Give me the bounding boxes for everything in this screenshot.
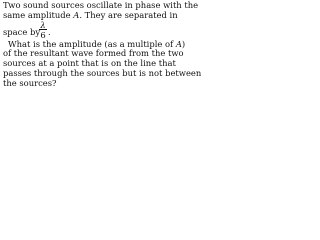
question-line-8: the sources? [3, 77, 57, 88]
separation-fraction [39, 21, 47, 39]
question-line-4-tail: ) [181, 38, 186, 49]
question-line-6: sources at a point that is on the line that [3, 58, 176, 69]
fraction-denominator: 6 [40, 29, 46, 40]
question-line-7: passes through the sources but is not between [3, 67, 202, 78]
question-line-3-period: . [48, 26, 51, 37]
fraction-numerator: λ [40, 19, 46, 30]
amplitude-variable: A [73, 9, 80, 20]
question-line-2 [3, 11, 199, 21]
question-line-2-tail: . They are separated in [79, 9, 178, 20]
question-line-3 [3, 21, 199, 40]
question-line-5: of the resultant wave formed from the two [3, 48, 184, 59]
question-text [3, 0, 202, 89]
question-line-3-text: space by [3, 26, 41, 37]
amplitude-variable-2: A [175, 38, 182, 49]
question-line-1-text: Two sound sources oscillate in phase with the [3, 0, 199, 10]
question-line-4-text: What is the amplitude (as a multiple of [8, 38, 176, 49]
question-line-2-text: same amplitude [3, 9, 74, 20]
